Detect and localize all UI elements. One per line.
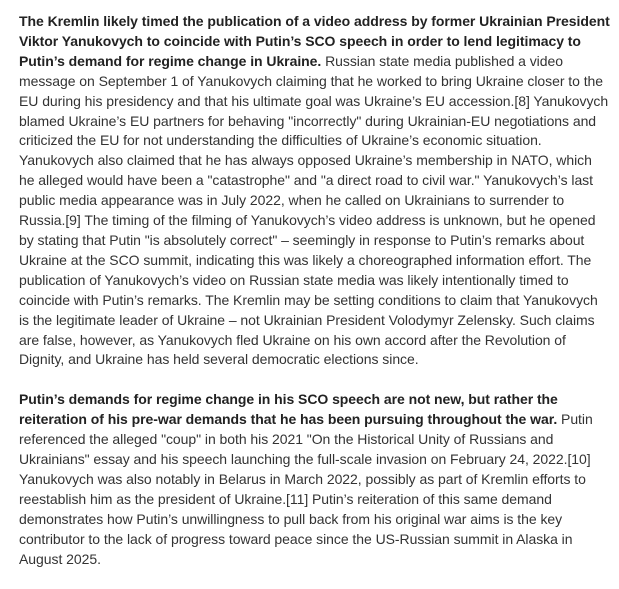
paragraph-yanukovych-video bbox=[19, 12, 611, 370]
paragraph-lead: Putin’s demands for regime change in his SCO speech are not new, but rather the reiteration of his pre-war demands that he has been pursuing throughout the war. bbox=[19, 391, 558, 428]
paragraph-body: Russian state media published a video message on September 1 of Yanukovych claiming that he worked to bring Ukraine closer to the EU during his presidency and that his ultimate goal was Ukraine’s EU accession.[8] Yanukovych blamed Ukraine’s EU partners for behaving "incorrectly" during Ukrainian-EU negotiations and criticized the EU for not understanding the difficulties of Ukraine’s economic situation. Yanukovych also claimed that he has always opposed Ukraine’s membership in NATO, which he alleged would have been a "catastrophe" and "a direct road to civil war." Yanukovych’s last public media appearance was in July 2022, when he called on Ukrainians to surrender to Russia.[9] The timing of the filming of Yanukovych’s video address is unknown, but he opened by stating that Putin "is absolutely correct" – seemingly in response to Putin’s remarks about Ukraine at the SCO summit, indicating this was likely a choreographed information effort. The publication of Yanukovych’s video on Russian state media was likely intentionally timed to coincide with Putin’s remarks. The Kremlin may be setting conditions to claim that Yanukovych is the legitimate leader of Ukraine – not Ukrainian President Volodymyr Zelensky. Such claims are false, however, as Yanukovych fled Ukraine on his own accord after the Revolution of Dignity, and Ukraine has held several democratic elections since. bbox=[19, 52, 609, 368]
paragraph-body: Putin referenced the alleged "coup" in both his 2021 "On the Historical Unity of Russians and Ukrainians" essay and his speech launching the full-scale invasion on February 24, 2022.[10] Yanukovych was also notably in Belarus in March 2022, possibly as part of Kremlin efforts to reestablish him as the president of Ukraine.[11] Putin’s reiteration of this same demand demonstrates how Putin’s unwillingness to pull back from his original war aims is the key contributor to the lack of progress toward peace since the US-Russian summit in Alaska in August 2025. bbox=[19, 411, 593, 567]
paragraph-lead: The Kremlin likely timed the publication of a video address by former Ukrainian President Viktor Yanukovych to coincide with Putin’s SCO speech in order to lend legitimacy to Putin’s demand for regime change in Ukraine. bbox=[19, 13, 610, 69]
